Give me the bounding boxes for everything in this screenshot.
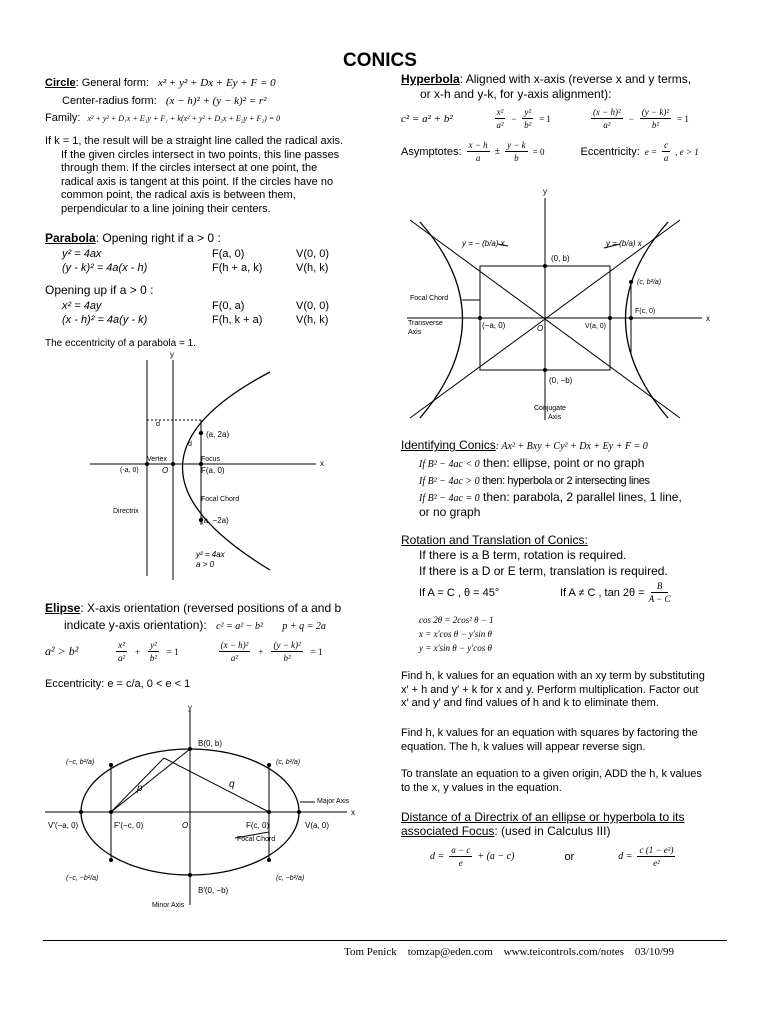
right-branch <box>626 222 669 418</box>
ellipse-focal-chord: Focal Chord <box>237 836 276 843</box>
frac-num: (x − h)² <box>592 107 621 117</box>
hyperbola-line2: or x-h and y-k, for y-axis alignment): <box>420 87 612 101</box>
identifying-last: or no graph <box>419 505 481 519</box>
hyperbola-pt: (c, b²/a) <box>637 279 662 286</box>
ellipse-eccentricity: Eccentricity: e = c/a, 0 < e < 1 <box>45 678 191 690</box>
frac-den: b² <box>149 653 158 663</box>
c-b2a-point <box>629 280 633 284</box>
identifying-row <box>419 473 650 488</box>
ellipse-line2: indicate y-axis orientation): <box>64 618 207 632</box>
parabola-d1: d <box>156 421 160 428</box>
circle-family-label: Family: <box>45 112 81 124</box>
hyperbola-focal-chord: Focal Chord <box>410 295 449 302</box>
footer-rule <box>43 940 727 941</box>
find-hk-2 <box>401 727 731 754</box>
parabola-neg-a: (-a, 0) <box>120 467 139 474</box>
hyperbola-heading: Hyperbola <box>401 72 460 86</box>
circle-center-eq: (x − h)² + (y − k)² = r² <box>165 95 267 107</box>
parabola-eccentricity: The eccentricity of a parabola = 1. <box>45 338 196 349</box>
frac-num: B <box>651 580 669 593</box>
frac-num: x − h <box>468 140 488 150</box>
circle-radical-line: common point, the radical axis is between them, <box>61 189 296 201</box>
identifying-row <box>419 490 682 505</box>
parabola-eq: y² = 4ax <box>62 248 102 260</box>
frac-den: a² <box>230 653 239 663</box>
directrix-line1 <box>401 810 684 824</box>
hyperbola-transverse-axis: Axis <box>408 329 422 336</box>
parabola-origin: O <box>162 466 169 475</box>
top-point <box>543 264 547 268</box>
ellipse-pt-bl: (−c, −b²/a) <box>66 875 99 882</box>
frac-num: c (1 − e²) <box>639 845 674 855</box>
parabola-focal-chord: Focal Chord <box>201 496 240 503</box>
hyperbola-ecc-label: Eccentricity: <box>580 145 640 158</box>
directrix-heading1: Distance of a Directrix of an ellipse or hyperbola to its <box>401 810 685 824</box>
hyperbola-rel: c² = a² + b² <box>401 112 453 125</box>
frac-den: a² <box>603 120 611 130</box>
ellipse-pt-br: (c, −b²/a) <box>276 875 305 882</box>
bottom-point <box>543 368 547 372</box>
ellipse-rel1: c² = a² − b² <box>216 621 264 632</box>
frac-den: A − C <box>648 594 671 604</box>
ellipse-v-left: V′(−a, 0) <box>48 821 79 830</box>
directrix-or: or <box>564 850 575 863</box>
ellipse-b-top: B(0, b) <box>198 739 223 748</box>
frac-num: c <box>664 140 669 150</box>
circle-radical-line: through them. If the circles intersect at one point, the <box>61 162 318 174</box>
identifying-eq: : Ax² + Bxy + Cy² + Dx + Ey + F = 0 <box>495 441 648 452</box>
parabola-x-label: x <box>320 459 324 468</box>
frac-den: e² <box>653 858 660 868</box>
directrix-note: : (used in Calculus III) <box>494 824 611 838</box>
hyperbola-origin: O <box>537 324 544 333</box>
frac-den: a² <box>496 120 504 130</box>
ellipse-gen-rhs: = 1 <box>310 646 323 657</box>
rotation-xeq: x = x′cos θ − y′sin θ <box>419 629 492 639</box>
ellipse-p: p <box>137 783 143 794</box>
frac-den: e <box>458 858 463 868</box>
circle-radical-line: perpendicular to a line joining their centers. <box>61 202 271 215</box>
frac-num: y − k <box>507 140 526 150</box>
ellipse-rel2: p + q = 2a <box>282 621 326 632</box>
hyperbola-top: (0, b) <box>551 254 570 263</box>
ellipse-std-rhs: = 1 <box>166 646 179 657</box>
parabola-eq: (x - h)² = 4a(y - k) <box>62 314 148 326</box>
rotation-frac <box>649 580 671 605</box>
rotation-if-eq: If A = C , θ = 45° <box>419 587 500 599</box>
ellipse-y-label: y <box>188 703 192 712</box>
parabola-right-label: : Opening right if a > 0 : <box>95 231 221 245</box>
find-hk-1-line: x′ + h and y′ + k for x and y. Perform multiplication. Factor out <box>401 683 699 696</box>
parabola-focus-pt: F(a, 0) <box>201 466 225 475</box>
circle-center-label: Center-radius form: <box>62 95 157 107</box>
rotation-line1: If there is a B term, rotation is required. <box>419 548 627 562</box>
ellipse-heading: Elipse <box>45 601 81 615</box>
hyperbola-asym-left: y = − (b/a) x <box>462 239 505 248</box>
hyperbola-ecc-cond: , e > 1 <box>675 146 699 157</box>
find-hk-1-line: Find h, k values for an equation with an xy term by substituting <box>401 670 705 682</box>
directrix-frac <box>637 844 675 869</box>
identifying-cond: If B² − 4ac > 0 <box>419 476 480 487</box>
hyperbola-conjugate: Conjugate <box>534 405 566 412</box>
find-hk-1 <box>401 670 731 711</box>
find-hk-2-line: Find h, k values for an equation with squares by factoring the <box>401 727 698 739</box>
ellipse-cond: a² > b² <box>45 644 79 658</box>
circle-general-label: : General form: <box>75 77 149 89</box>
footer-text: Tom Penick tomzap@eden.com www.teicontrols.com/notes 03/10/99 <box>344 946 675 958</box>
ellipse-pt-tl: (−c, b²/a) <box>66 759 95 766</box>
circle-family-eq: x² + y² + D₁x + E₁y + F₁ + k(x² + y² + D₂x + E₂y + F₂) = 0 <box>87 114 281 123</box>
vertex-point <box>608 316 612 320</box>
identifying-heading-row <box>401 438 648 453</box>
identifying-then: then: ellipse, point or no graph <box>479 456 645 470</box>
hyperbola-transverse: Transverse <box>408 320 443 327</box>
parabola-up-label: Opening up if a > 0 : <box>45 283 154 297</box>
circle-general-eq: x² + y² + Dx + Ey + F = 0 <box>158 77 276 89</box>
hyperbola-asym-right: y = (b/a) x <box>606 239 642 248</box>
parabola-heading: Parabola <box>45 231 96 245</box>
hyperbola-gen-rhs: = 1 <box>677 113 689 124</box>
frac-num: x² <box>118 640 125 650</box>
frac-num: y² <box>524 107 532 117</box>
frac-den: b² <box>651 120 660 130</box>
identifying-then: then: hyperbola or 2 intersecting lines <box>479 475 650 487</box>
ellipse-b-bot: B′(0, −b) <box>198 886 229 895</box>
identifying-row <box>419 456 644 471</box>
circle-radical-line: radical axis is tangent at this point. If the circles have no <box>61 175 334 188</box>
parabola-vertex: V(0, 0) <box>296 248 330 260</box>
find-hk-1-line: x′ and y′ and find values of h and k to eliminate them. <box>401 697 659 709</box>
rotation-if-neq: If A ≠ C , tan 2θ = <box>560 586 645 599</box>
parabola-vertex: V(h, k) <box>296 262 329 274</box>
frac-den: a <box>663 153 669 163</box>
identifying-cond: If B² − 4ac < 0 <box>419 459 480 470</box>
frac-den: a² <box>118 653 126 663</box>
parabola-y-label: y <box>170 350 174 359</box>
frac-num: y² <box>150 640 157 650</box>
directrix-d1: d = <box>430 851 445 862</box>
rotation-if-neq-row <box>560 580 671 605</box>
hyperbola-asym-rhs: = 0 <box>532 146 545 157</box>
translate-line: To translate an equation to a given origin, ADD the h, k values <box>401 768 702 780</box>
ellipse-q: q <box>229 779 235 790</box>
directrix-d2: d = <box>618 851 633 862</box>
directrix-heading2: associated Focus <box>401 824 495 838</box>
hyperbola-ecc-lhs: e = <box>644 146 658 157</box>
parabola-focus: F(h + a, k) <box>212 262 263 274</box>
frac-num: a − c <box>451 845 471 855</box>
identifying-cond: If B² − 4ac = 0 <box>419 493 480 504</box>
hyperbola-equations: c² = a² + b² $\frac{\text{x²}}{\text{a²}}$ − $\frac{\text{y²}}{\text{b²}}$ = 1 $\frac{\text{(x − h)²}}{\text{a²}}$ − $\frac{\text{(y − k)²}}{\text{b²}}$ = 1 <box>401 107 689 130</box>
rotation-heading-text: Rotation and Translation of Conics <box>401 533 585 547</box>
hyperbola-focus: F(c, 0) <box>635 308 656 315</box>
frac-den: b <box>514 153 519 163</box>
circle-radical-line: If the given circles intersect in two points, this line passes <box>61 148 340 161</box>
parabola-focus-label: Focus <box>201 456 221 463</box>
parabola-diagram-cond: a > 0 <box>196 560 215 569</box>
identifying-heading: Identifying Conics <box>401 438 496 452</box>
parabola-focus: F(0, a) <box>212 300 245 312</box>
parabola-focus: F(a, 0) <box>212 248 245 260</box>
directrix-line2 <box>401 824 610 838</box>
translate-text <box>401 768 731 795</box>
identifying-then: then: parabola, 2 parallel lines, 1 line, <box>479 490 682 504</box>
neg-a-point <box>478 316 482 320</box>
focus-point <box>629 316 633 320</box>
frac-num: (x − h)² <box>220 640 249 650</box>
rotation-heading: Rotation and Translation of Conics: <box>401 533 588 547</box>
directrix-formula-row <box>430 844 675 869</box>
hyperbola-bottom: (0, −b) <box>549 376 573 385</box>
parabola-d2: d <box>188 441 192 448</box>
rotation-cos: cos 2θ = 2cos² θ − 1 <box>419 615 494 625</box>
parabola-focus: F(h, k + a) <box>212 314 263 326</box>
hyperbola-line1: : Aligned with x-axis (reverse x and y terms, <box>459 72 692 86</box>
ellipse-f-right: F(c, 0) <box>246 821 270 830</box>
frac-num: (y − k)² <box>641 107 670 117</box>
parabola-diagram-eq: y² = 4ax <box>196 550 225 559</box>
parabola-directrix: Directrix <box>113 508 139 515</box>
ellipse-minor-axis: Minor Axis <box>152 902 185 909</box>
ellipse-pt-tr: (c, b²/a) <box>276 759 301 766</box>
frac-den: a <box>475 153 481 163</box>
directrix-frac <box>449 844 472 869</box>
ellipse-equations: a² > b² $\frac{\text{x²}}{\text{a²}}$ + $\frac{\text{y²}}{\text{b²}}$ = 1 $\frac{\text{(x − h)²}}{\text{a²}}$ + $\frac{\text{(y − k)²}}{\text{b²}}$ = 1 <box>45 640 323 663</box>
hyperbola-conj-axis: Axis <box>548 414 562 421</box>
find-hk-2-line: equation. The h, k values will appear reverse sign. <box>401 740 646 753</box>
parabola-vertex: V(h, k) <box>296 314 329 326</box>
parabola-vertex: V(0, 0) <box>296 300 330 312</box>
hyperbola-asym-pm: ± <box>494 146 501 157</box>
parabola-vertex-label: Vertex <box>147 456 167 463</box>
hyperbola-neg-a: (−a, 0) <box>482 321 506 330</box>
hyperbola-std-rhs: = 1 <box>539 113 551 124</box>
ellipse-line1: : X-axis orientation (reversed positions of a and b <box>80 601 342 615</box>
ellipse-major-axis: Major Axis <box>317 798 350 805</box>
parabola-point-a2a: (a, 2a) <box>206 430 230 439</box>
parabola-point-am2a: (a, −2a) <box>201 516 229 525</box>
directrix-plus: + (a − c) <box>477 851 515 862</box>
frac-num: (y − k)² <box>273 640 301 650</box>
ellipse-f-left: F′(−c, 0) <box>114 821 144 830</box>
hyperbola-vertex: V(a, 0) <box>585 323 607 330</box>
page-title: CONICS <box>343 50 417 71</box>
frac-den: b² <box>283 653 291 663</box>
translate-line: to the x, y values in the equation. <box>401 781 562 794</box>
hyperbola-y-label: y <box>543 187 547 196</box>
frac-num: x² <box>496 107 504 117</box>
hyperbola-x-label: x <box>706 314 710 323</box>
hyperbola-asym-label: Asymptotes: <box>401 145 462 158</box>
frac-den: b² <box>524 120 532 130</box>
parabola-eq: x² = 4ay <box>62 300 102 312</box>
circle-radical-line1: If k = 1, the result will be a straight line called the radical axis. <box>45 135 344 147</box>
parabola-eq: (y - k)² = 4a(x - h) <box>62 262 148 274</box>
rotation-yeq: y = x′sin θ − y′cos θ <box>419 643 492 653</box>
ellipse-x-label: x <box>351 808 355 817</box>
rotation-line2: If there is a D or E term, translation is required. <box>419 564 668 578</box>
ellipse-origin: O <box>182 821 189 830</box>
ellipse-v-right: V(a, 0) <box>305 821 330 830</box>
circle-heading: Circle <box>45 77 76 89</box>
